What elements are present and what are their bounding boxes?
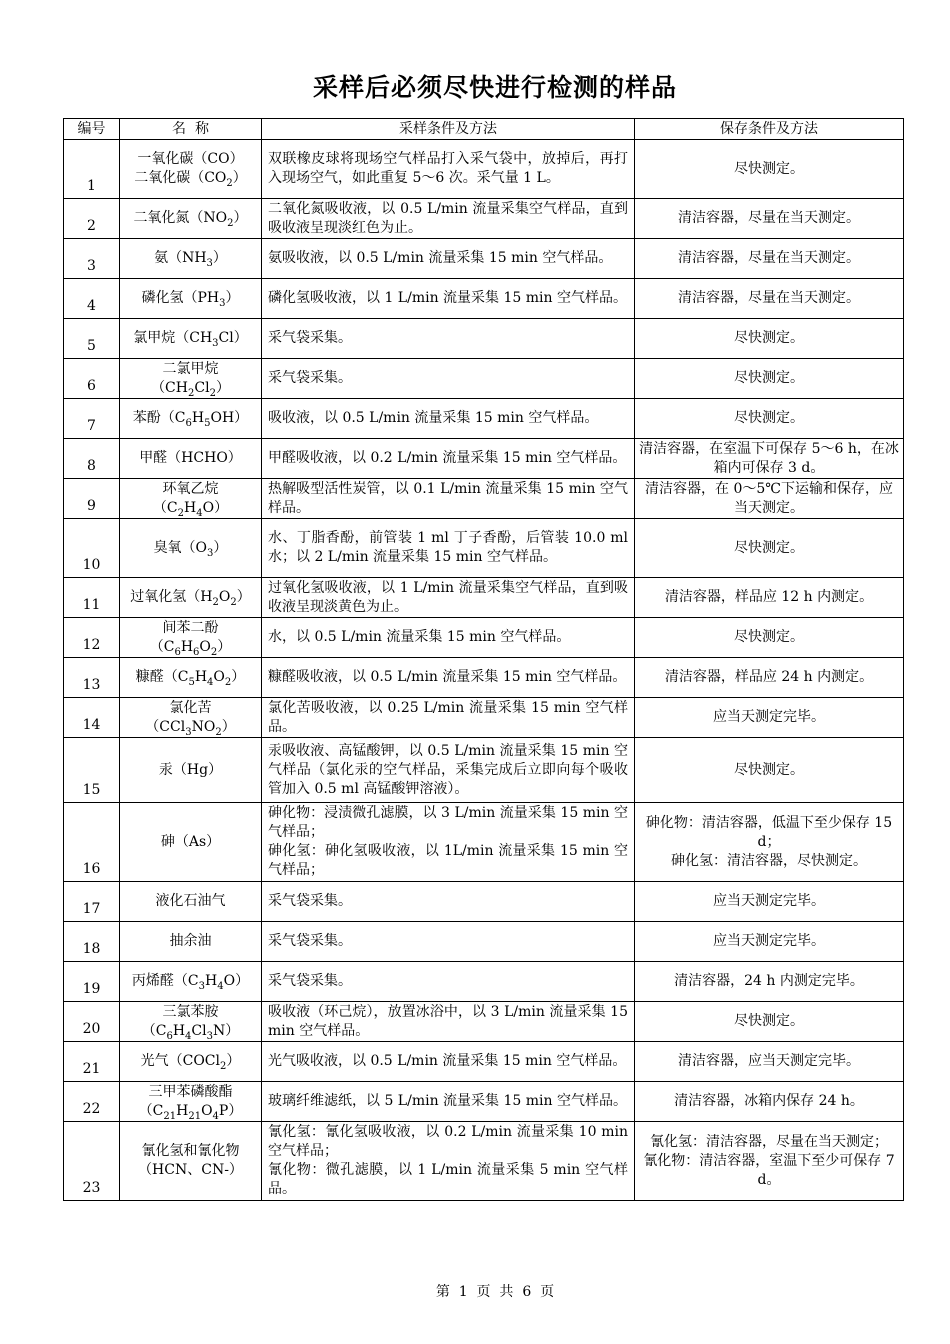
name-text: O [201, 1102, 213, 1119]
sampling-method [262, 578, 635, 618]
row-number: 18 [64, 922, 120, 962]
sampling-method-text: 氨吸收液，以 0.5 L/min 流量采集 15 min 空气样品。 [268, 250, 613, 266]
subscript: 2 [224, 677, 232, 688]
substance-name [120, 239, 262, 279]
substance-name-line [122, 329, 259, 348]
name-text: （C [149, 638, 175, 655]
storage-method-text: 清洁容器，在室温下可保存 5～6 h，在冰箱内可保存 3 d。 [639, 440, 899, 476]
name-text: ） [217, 638, 232, 655]
name-text: ） [221, 718, 236, 735]
subscript: 2 [212, 597, 219, 608]
storage-method-text: 氰化物：清洁容器，室温下至少可保存 7 d。 [643, 1152, 895, 1188]
table-row [64, 1122, 904, 1201]
table-row [64, 803, 904, 882]
substance-name-line [122, 499, 259, 518]
storage-method [635, 239, 904, 279]
name-text: 环氧乙烷 [162, 480, 219, 497]
substance-name-line [122, 249, 259, 268]
row-number: 4 [64, 279, 120, 319]
subscript: 3 [212, 338, 219, 349]
sampling-method-text: 采气袋采集。 [268, 933, 352, 949]
table-body [64, 140, 904, 1201]
storage-method-text: 清洁容器，尽量在当天测定。 [678, 290, 860, 306]
row-number: 17 [64, 882, 120, 922]
sampling-method [262, 439, 635, 479]
sampling-method [262, 1042, 635, 1082]
name-text: 抽余油 [169, 933, 212, 949]
header-number: 编号 [64, 119, 120, 140]
storage-method [635, 359, 904, 399]
subscript: 3 [207, 547, 214, 559]
name-text: 汞（Hg） [158, 761, 223, 778]
name-text: 液化石油气 [155, 893, 226, 909]
substance-name [120, 140, 262, 199]
table-row [64, 618, 904, 658]
sampling-method-text: 甲醛吸收液，以 0.2 L/min 流量采集 15 min 空气样品。 [268, 450, 627, 466]
name-text: ） [233, 210, 248, 226]
substance-name-line [122, 539, 259, 558]
sampling-method [262, 803, 635, 882]
substance-name [120, 399, 262, 439]
subscript: 6 [193, 646, 200, 658]
row-number: 21 [64, 1042, 120, 1082]
row-number: 15 [64, 738, 120, 803]
substance-name-line [122, 480, 259, 499]
storage-method [635, 882, 904, 922]
storage-method [635, 140, 904, 199]
substance-name-line [122, 588, 259, 607]
row-number: 10 [64, 519, 120, 578]
storage-method [635, 1002, 904, 1042]
name-text: 间苯二酚 [162, 619, 219, 636]
substance-name-line [122, 409, 259, 428]
sampling-method-text: 吸收液，以 0.5 L/min 流量采集 15 min 空气样品。 [268, 410, 599, 426]
storage-method [635, 439, 904, 479]
name-text: 甲醛（HCHO） [139, 450, 242, 466]
row-number: 13 [64, 658, 120, 698]
storage-method-text: 砷化氢：清洁容器，尽快测定。 [671, 852, 867, 869]
sampling-method [262, 239, 635, 279]
substance-name-line [122, 1142, 259, 1161]
substance-name-line [122, 699, 259, 718]
row-number: 23 [64, 1122, 120, 1201]
substance-name [120, 618, 262, 658]
subscript: 2 [210, 646, 218, 658]
header-name: 名 称 [120, 119, 262, 140]
storage-method-text: 清洁容器，在 0～5℃下运输和保存，应当天测定。 [645, 480, 893, 516]
sampling-method [262, 922, 635, 962]
storage-method [635, 803, 904, 882]
name-text: H [191, 410, 205, 426]
table-row [64, 882, 904, 922]
storage-method [635, 962, 904, 1002]
table-row [64, 922, 904, 962]
sampling-method-text: 砷化氢：砷化氢吸收液，以 1L/min 流量采集 15 min 空气样品； [268, 843, 628, 878]
sampling-method [262, 882, 635, 922]
subscript: 3 [198, 981, 205, 992]
name-text: 苯酚（C [132, 410, 186, 426]
subscript: 4 [185, 1030, 192, 1042]
table-row [64, 578, 904, 618]
sampling-method-text: 氯化苦吸收液，以 0.25 L/min 流量采集 15 min 空气样品。 [268, 699, 628, 735]
sampling-method-text: 水、丁脂香酚，前管装 1 ml 丁子香酚，后管装 10.0 ml 水；以 2 L/min 流量采集 15 min 空气样品。 [268, 530, 628, 565]
name-text: 砷（As） [160, 833, 221, 850]
sampling-method [262, 1122, 635, 1201]
row-number: 20 [64, 1002, 120, 1042]
sampling-method-text: 热解吸型活性炭管，以 0.1 L/min 流量采集 15 min 空气样品。 [268, 480, 628, 516]
storage-method-text: 尽快测定。 [734, 1013, 804, 1029]
name-text: ） [232, 170, 247, 186]
sampling-method-text: 砷化物：浸渍微孔滤膜，以 3 L/min 流量采集 15 min 空气样品； [268, 805, 628, 840]
substance-name [120, 359, 262, 399]
storage-method-text: 应当天测定完毕。 [713, 709, 825, 725]
storage-method [635, 319, 904, 359]
row-number: 5 [64, 319, 120, 359]
name-text: H [184, 499, 197, 516]
sampling-method-text: 氰化物：微孔滤膜，以 1 L/min 流量采集 5 min 空气样品。 [268, 1162, 628, 1197]
row-number: 2 [64, 199, 120, 239]
subscript: 2 [187, 387, 195, 399]
storage-method-text: 清洁容器，尽量在当天测定。 [678, 250, 860, 266]
substance-name-line [122, 449, 259, 468]
substance-name [120, 199, 262, 239]
name-text: N） [213, 1022, 240, 1039]
header-sampling-method: 采样条件及方法 [262, 119, 635, 140]
table-row [64, 239, 904, 279]
substance-name-line [122, 1022, 259, 1041]
row-number: 14 [64, 698, 120, 738]
storage-method [635, 1042, 904, 1082]
substance-name [120, 1042, 262, 1082]
substance-name [120, 1122, 262, 1201]
subscript: 4 [212, 1110, 219, 1122]
table-row [64, 279, 904, 319]
substance-name-line [122, 289, 259, 308]
name-text: O） [202, 499, 229, 516]
name-text: NO [191, 718, 216, 735]
name-text: 二氧化碳（CO [134, 170, 227, 186]
substance-name [120, 319, 262, 359]
storage-method [635, 922, 904, 962]
substance-name-line [122, 1083, 259, 1102]
name-text: 丙烯醛（C [131, 973, 199, 989]
sampling-method-text: 吸收液（环己烷），放置冰浴中，以 3 L/min 流量采集 15 min 空气样品。 [268, 1003, 628, 1039]
storage-method-text: 尽快测定。 [734, 539, 804, 556]
substance-name-line [122, 360, 259, 379]
subscript: 5 [188, 677, 195, 688]
name-text: Cl [194, 379, 210, 396]
sampling-method [262, 519, 635, 578]
storage-method-text: 清洁容器，尽量在当天测定。 [678, 210, 860, 226]
sampling-method-text: 光气吸收液，以 0.5 L/min 流量采集 15 min 空气样品。 [268, 1053, 627, 1069]
table-row [64, 519, 904, 578]
sampling-method [262, 1082, 635, 1122]
row-number: 8 [64, 439, 120, 479]
substance-name [120, 658, 262, 698]
substance-name-line [122, 1102, 259, 1121]
name-text: Cl） [218, 330, 248, 346]
storage-method [635, 1082, 904, 1122]
subscript: 2 [230, 597, 237, 608]
substance-name-line [122, 972, 259, 991]
storage-method-text: 氰化氢：清洁容器，尽量在当天测定； [650, 1133, 888, 1150]
row-number: 6 [64, 359, 120, 399]
storage-method-text: 应当天测定完毕。 [713, 893, 825, 909]
storage-method-text: 清洁容器，样品应 12 h 内测定。 [664, 589, 874, 605]
name-text: （CCl [145, 718, 186, 735]
storage-method-text: 尽快测定。 [734, 761, 804, 778]
sampling-method [262, 698, 635, 738]
table-row [64, 962, 904, 1002]
name-text: 氯甲烷（CH [133, 330, 213, 346]
substance-name [120, 922, 262, 962]
name-text: Cl [191, 1022, 207, 1039]
name-text: 臭氧（O [153, 539, 208, 556]
name-text: （C [152, 499, 178, 516]
name-text: 三甲苯磷酸酯 [148, 1083, 233, 1100]
table-row [64, 658, 904, 698]
sampling-method [262, 738, 635, 803]
subscript: 3 [206, 1030, 213, 1042]
table-row [64, 738, 904, 803]
name-text: 糠醛（C [135, 669, 189, 685]
substance-name-line [122, 1003, 259, 1022]
name-text: （C [141, 1022, 167, 1039]
name-text: O [218, 589, 231, 605]
samples-table [63, 118, 904, 1201]
storage-method [635, 698, 904, 738]
name-text: （HCN、CN-） [138, 1162, 243, 1178]
subscript: 5 [204, 418, 211, 429]
storage-method [635, 399, 904, 439]
substance-name [120, 803, 262, 882]
sampling-method [262, 658, 635, 698]
storage-method [635, 1122, 904, 1201]
sampling-method [262, 359, 635, 399]
subscript: 2 [215, 726, 222, 738]
substance-name [120, 962, 262, 1002]
table-row [64, 319, 904, 359]
page-title: 采样后必须尽快进行检测的样品 [312, 73, 677, 102]
sampling-method [262, 399, 635, 439]
subscript: 6 [166, 1030, 173, 1042]
subscript: 2 [209, 387, 216, 399]
sampling-method [262, 140, 635, 199]
sampling-method-text: 磷化氢吸收液，以 1 L/min 流量采集 15 min 空气样品。 [268, 290, 627, 306]
sampling-method [262, 479, 635, 519]
storage-method-text: 清洁容器，冰箱内保存 24 h。 [674, 1093, 864, 1109]
substance-name [120, 1002, 262, 1042]
substance-name [120, 439, 262, 479]
substance-name-line [122, 150, 259, 169]
subscript: 2 [226, 178, 233, 189]
sampling-method [262, 618, 635, 658]
name-text: P） [218, 1102, 243, 1119]
substance-name [120, 279, 262, 319]
subscript: 6 [185, 418, 192, 429]
storage-method-text: 尽快测定。 [734, 370, 804, 386]
subscript: 3 [206, 258, 213, 269]
subscript: 21 [188, 1110, 202, 1122]
substance-name-line [122, 209, 259, 228]
name-text: 三氯苯胺 [162, 1003, 219, 1020]
storage-method [635, 279, 904, 319]
table-row [64, 399, 904, 439]
subscript: 4 [217, 981, 224, 992]
storage-method [635, 658, 904, 698]
sampling-method-text: 采气袋采集。 [268, 973, 352, 989]
sampling-method-text: 采气袋采集。 [268, 893, 352, 909]
storage-method [635, 618, 904, 658]
table-row [64, 1082, 904, 1122]
name-text: ） [231, 669, 246, 685]
subscript: 4 [207, 677, 214, 688]
name-text: 氯化苦 [169, 699, 212, 716]
name-text: ） [225, 290, 240, 306]
storage-method-text: 尽快测定。 [734, 330, 804, 346]
table-row [64, 439, 904, 479]
sampling-method [262, 1002, 635, 1042]
name-text: （CH [151, 379, 188, 396]
table-row [64, 140, 904, 199]
name-text: H [205, 973, 218, 989]
storage-method-text: 尽快测定。 [734, 410, 804, 426]
subscript: 4 [196, 507, 203, 519]
name-text: ） [215, 379, 230, 396]
name-text: （C [138, 1102, 164, 1119]
name-text: O [199, 638, 211, 655]
table-row [64, 199, 904, 239]
substance-name-line [122, 1052, 259, 1071]
substance-name-line [122, 668, 259, 687]
storage-method-text: 清洁容器，样品应 24 h 内测定。 [664, 669, 874, 685]
subscript: 6 [174, 646, 181, 658]
sampling-method-text: 二氧化氮吸收液，以 0.5 L/min 流量采集空气样品，直到吸收液呈现淡红色为止。 [268, 200, 628, 236]
table-row [64, 479, 904, 519]
storage-method [635, 479, 904, 519]
substance-name-line [122, 619, 259, 638]
header-storage-method: 保存条件及方法 [635, 119, 904, 140]
substance-name [120, 519, 262, 578]
name-text: 二氯甲烷 [162, 360, 219, 377]
substance-name-line [122, 1161, 259, 1180]
name-text: H [180, 638, 194, 655]
row-number: 19 [64, 962, 120, 1002]
storage-method-text: 尽快测定。 [734, 160, 804, 177]
storage-method [635, 519, 904, 578]
sampling-method-text: 玻璃纤维滤纸，以 5 L/min 流量采集 15 min 空气样品。 [268, 1093, 627, 1109]
subscript: 3 [185, 726, 192, 738]
substance-name-line [122, 892, 259, 911]
name-text: ） [226, 1053, 241, 1069]
substance-name-line [122, 638, 259, 657]
sampling-method-text: 糠醛吸收液，以 0.5 L/min 流量采集 15 min 空气样品。 [268, 669, 627, 685]
substance-name [120, 698, 262, 738]
name-text: ） [213, 539, 228, 556]
substance-name-line [122, 169, 259, 188]
substance-name [120, 882, 262, 922]
storage-method-text: 清洁容器，24 h 内测定完毕。 [674, 973, 864, 989]
row-number: 22 [64, 1082, 120, 1122]
sampling-method-text: 水，以 0.5 L/min 流量采集 15 min 空气样品。 [268, 629, 571, 645]
storage-method [635, 738, 904, 803]
row-number: 11 [64, 578, 120, 618]
substance-name-line [122, 379, 259, 398]
subscript: 3 [219, 298, 226, 309]
subscript: 2 [177, 507, 184, 519]
name-text: O） [223, 973, 250, 989]
name-text: ） [236, 589, 251, 605]
name-text: OH） [210, 410, 249, 426]
name-text: 过氧化氢（H [130, 589, 213, 605]
storage-method-text: 清洁容器，应当天测定完毕。 [678, 1053, 860, 1069]
sampling-method-text: 双联橡皮球将现场空气样品打入采气袋中，放掉后，再打入现场空气，如此重复 5～6 次。采气量 1 L。 [268, 151, 628, 186]
name-text: H [172, 1022, 186, 1039]
sampling-method-text: 采气袋采集。 [268, 330, 352, 346]
row-number: 1 [64, 140, 120, 199]
storage-method [635, 578, 904, 618]
name-text: O [213, 669, 225, 685]
substance-name [120, 578, 262, 618]
name-text: 磷化氢（PH [141, 290, 220, 306]
name-text: 氨（NH [154, 250, 207, 266]
subscript: 2 [227, 218, 234, 229]
row-number: 12 [64, 618, 120, 658]
table-row [64, 1002, 904, 1042]
name-text: 光气（COCl [140, 1053, 220, 1069]
sampling-method [262, 279, 635, 319]
storage-method-text: 尽快测定。 [734, 629, 804, 645]
name-text: ） [212, 250, 227, 266]
substance-name-line [122, 932, 259, 951]
sampling-method [262, 962, 635, 1002]
sampling-method-text: 过氧化氢吸收液，以 1 L/min 流量采集空气样品，直到吸收液呈现淡黄色为止。 [268, 579, 628, 615]
table-row [64, 1042, 904, 1082]
substance-name-line [122, 761, 259, 780]
table-header-row [64, 119, 904, 140]
row-number: 3 [64, 239, 120, 279]
subscript: 21 [163, 1110, 177, 1122]
name-text: H [194, 669, 208, 685]
table-row [64, 698, 904, 738]
substance-name [120, 479, 262, 519]
substance-name-line [122, 718, 259, 737]
substance-name-line [122, 833, 259, 852]
name-text: H [176, 1102, 189, 1119]
name-text: 氰化氢和氰化物 [141, 1143, 240, 1159]
substance-name [120, 1082, 262, 1122]
storage-method-text: 砷化物：清洁容器，低温下至少保存 15 d； [645, 814, 893, 850]
row-number: 16 [64, 803, 120, 882]
row-number: 7 [64, 399, 120, 439]
sampling-method [262, 319, 635, 359]
sampling-method [262, 199, 635, 239]
storage-method [635, 199, 904, 239]
subscript: 2 [220, 1061, 227, 1072]
sampling-method-text: 汞吸收液、高锰酸钾，以 0.5 L/min 流量采集 15 min 空气样品（氯化汞的空气样品，采集完成后立即向每个吸收管加入 0.5 ml 高锰酸钾溶液）。 [268, 742, 628, 797]
sampling-method-text: 氰化氢：氰化氢吸收液，以 0.2 L/min 流量采集 10 min 空气样品； [268, 1124, 628, 1159]
row-number: 9 [64, 479, 120, 519]
page-footer: 第 1 页 共 6 页 [435, 1284, 555, 1300]
substance-name [120, 738, 262, 803]
storage-method-text: 应当天测定完毕。 [713, 933, 825, 949]
name-text: 二氧化氮（NO [133, 210, 228, 226]
table-row [64, 359, 904, 399]
sampling-method-text: 采气袋采集。 [268, 370, 352, 386]
name-text: 一氧化碳（CO） [137, 151, 244, 167]
